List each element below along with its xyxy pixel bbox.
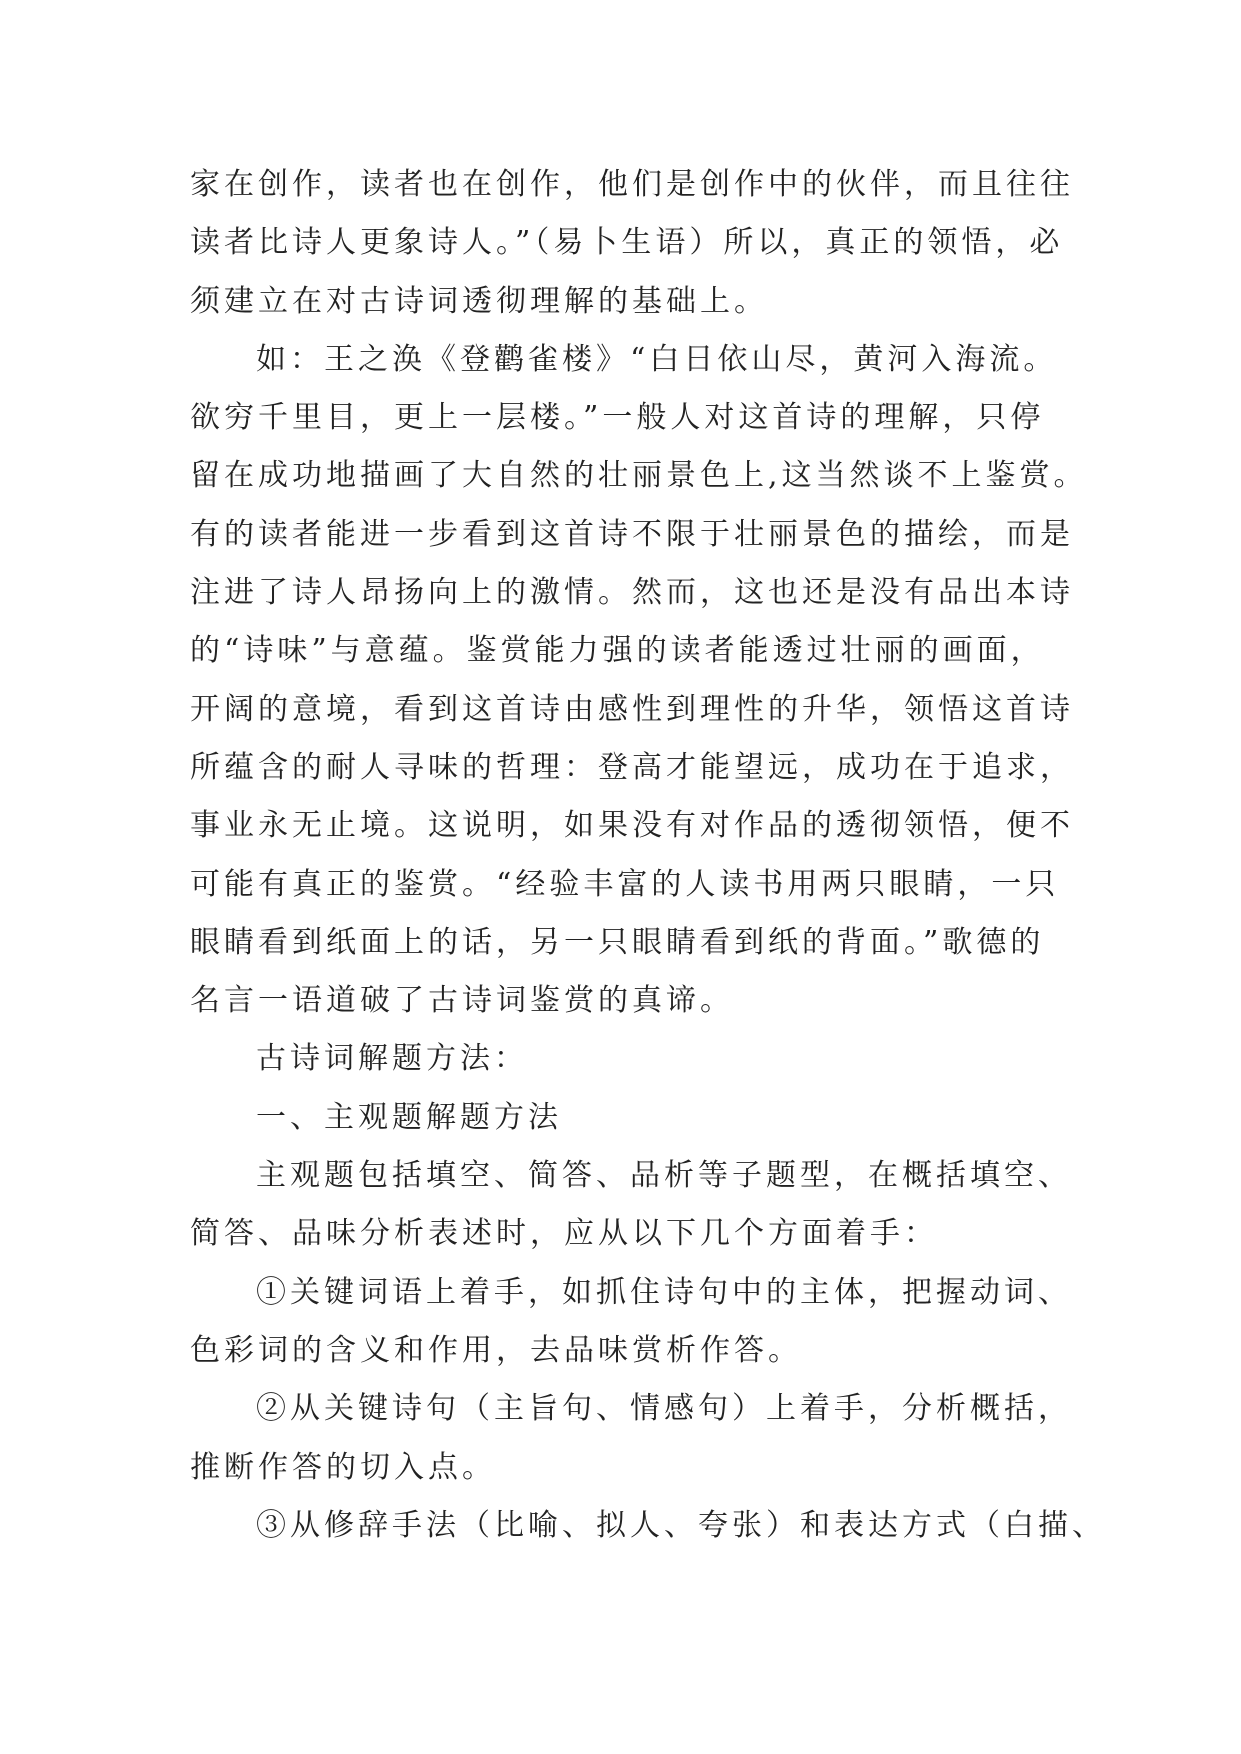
text-line: 有的读者能进一步看到这首诗不限于壮丽景色的描绘，而是 — [190, 516, 1074, 552]
text-line: 眼睛看到纸面上的话，另一只眼睛看到纸的背面。”歌德的 — [190, 924, 1045, 960]
text-line: 须建立在对古诗词透彻理解的基础上。 — [190, 283, 768, 319]
text-line: ①关键词语上着手，如抓住诗句中的主体，把握动词、 — [256, 1274, 1072, 1310]
text-line: 可能有真正的鉴赏。“经验丰富的人读书用两只眼睛，一只 — [190, 866, 1060, 902]
text-line: ③从修辞手法（比喻、拟人、夸张）和表达方式（白描、 — [256, 1507, 1106, 1543]
text-line: 如：王之涣《登鹳雀楼》“白日依山尽，黄河入海流。 — [256, 341, 1058, 377]
text-line: 推断作答的切入点。 — [190, 1449, 496, 1485]
text-line: 的“诗味”与意蕴。鉴赏能力强的读者能透过壮丽的画面， — [190, 633, 1045, 669]
text-line: 古诗词解题方法： — [256, 1041, 528, 1077]
text-line: 读者比诗人更象诗人。”（易卜生语）所以，真正的领悟，必 — [190, 225, 1064, 261]
text-line: ②从关键诗句（主旨句、情感句）上着手，分析概括， — [256, 1391, 1072, 1427]
text-line: 名言一语道破了古诗词鉴赏的真谛。 — [190, 983, 734, 1019]
text-line: 主观题包括填空、简答、品析等子题型，在概括填空、 — [256, 1158, 1072, 1194]
text-line: 所蕴含的耐人寻味的哲理：登高才能望远，成功在于追求， — [190, 749, 1074, 785]
text-line: 留在成功地描画了大自然的壮丽景色上,这当然谈不上鉴赏。 — [190, 458, 1088, 494]
text-line: 色彩词的含义和作用，去品味赏析作答。 — [190, 1332, 802, 1368]
text-line: 家在创作，读者也在创作，他们是创作中的伙伴，而且往往 — [190, 167, 1074, 202]
text-line: 欲穷千里目，更上一层楼。”一般人对这首诗的理解，只停 — [190, 400, 1045, 436]
text-line: 一、主观题解题方法 — [256, 1099, 562, 1135]
text-line: 简答、品味分析表述时，应从以下几个方面着手： — [190, 1216, 938, 1252]
document-body — [190, 156, 1106, 1555]
text-line: 事业永无止境。这说明，如果没有对作品的透彻领悟，便不 — [190, 808, 1074, 844]
text-line: 开阔的意境，看到这首诗由感性到理性的升华，领悟这首诗 — [190, 691, 1074, 727]
text-line: 注进了诗人昂扬向上的激情。然而，这也还是没有品出本诗 — [190, 575, 1074, 611]
